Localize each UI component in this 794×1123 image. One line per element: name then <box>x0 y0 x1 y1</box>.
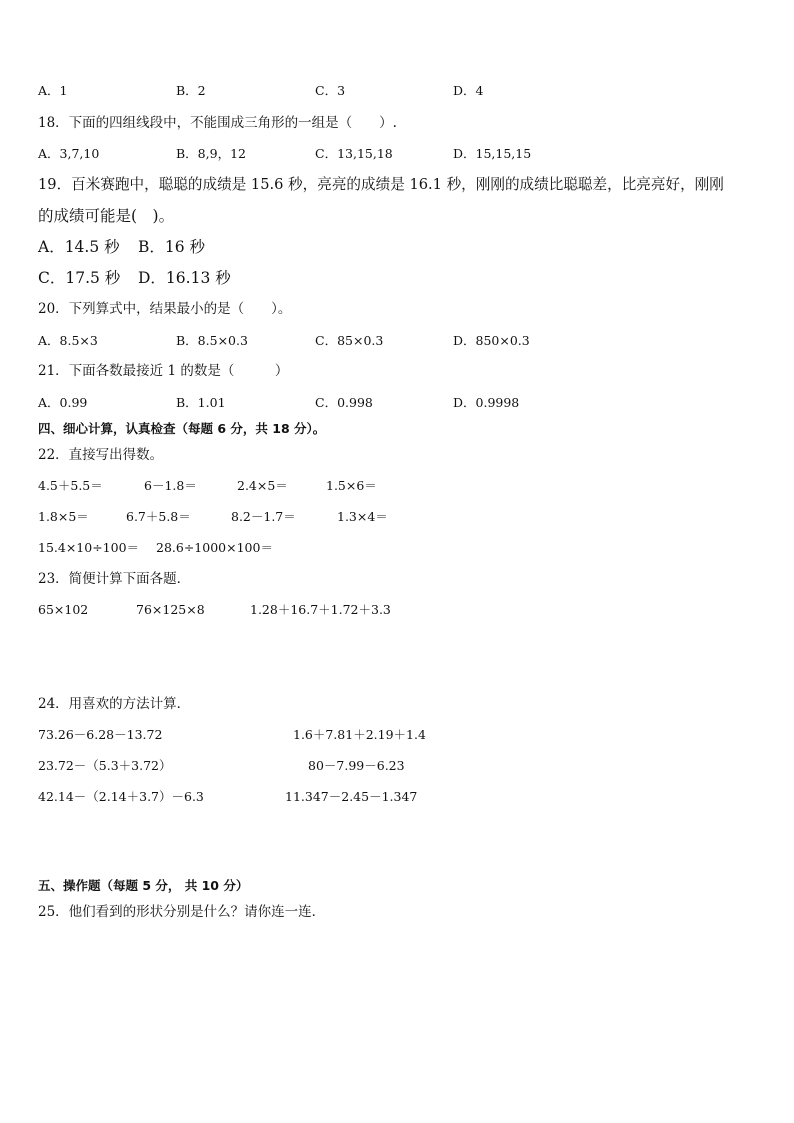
q20-option-b[interactable]: B．8.5×0.3 <box>176 333 248 348</box>
section5-heading: 五、操作题（每题 5 分， 共 10 分） <box>38 878 249 893</box>
q18-option-a[interactable]: A．3,7,10 <box>38 146 100 161</box>
q24-item: 23.72－（5.3＋3.72） <box>38 758 172 773</box>
q17-option-a[interactable]: A．1 <box>38 83 68 98</box>
q21-option-d[interactable]: D．0.9998 <box>453 395 520 410</box>
q24-item: 1.6＋7.81＋2.19＋1.4 <box>293 727 426 742</box>
q19-option-d[interactable]: D．16.13 秒 <box>138 269 231 287</box>
q17-option-d[interactable]: D．4 <box>453 83 484 98</box>
q23-item: 1.28＋16.7＋1.72＋3.3 <box>250 602 391 617</box>
q20-option-c[interactable]: C．85×0.3 <box>315 333 384 348</box>
section4-heading: 四、细心计算，认真检查（每题 6 分，共 18 分）。 <box>38 421 326 436</box>
q21-option-b[interactable]: B．1.01 <box>176 395 226 410</box>
q22-stem: 22．直接写出得数。 <box>38 447 164 463</box>
q22-item: 28.6÷1000×100＝ <box>156 540 273 555</box>
q17-option-c[interactable]: C．3 <box>315 83 346 98</box>
q22-item: 1.3×4＝ <box>337 509 388 524</box>
q24-item: 80－7.99－6.23 <box>308 758 405 773</box>
q19-stem-line2: 的成绩可能是( )。 <box>38 207 175 225</box>
q19-stem-line1: 19．百米赛跑中，聪聪的成绩是 15.6 秒，亮亮的成绩是 16.1 秒，刚刚的成绩比聪聪差，比亮亮好，刚刚 <box>38 176 724 193</box>
q23-item: 76×125×8 <box>136 602 205 617</box>
q21-stem: 21．下面各数最接近 1 的数是（ ） <box>38 363 289 379</box>
q24-stem: 24．用喜欢的方法计算． <box>38 696 191 712</box>
q23-stem: 23．简便计算下面各题． <box>38 571 191 587</box>
q20-stem: 20．下列算式中，结果最小的是（ ）。 <box>38 301 292 317</box>
q22-item: 1.8×5＝ <box>38 509 89 524</box>
q19-option-a[interactable]: A．14.5 秒 <box>38 238 120 256</box>
q23-item: 65×102 <box>38 602 89 617</box>
q19-option-c[interactable]: C．17.5 秒 <box>38 269 121 287</box>
q18-option-d[interactable]: D．15,15,15 <box>453 146 532 161</box>
q22-item: 6－1.8＝ <box>144 478 197 493</box>
q18-option-b[interactable]: B．8,9，12 <box>176 146 246 161</box>
q18-option-c[interactable]: C．13,15,18 <box>315 146 393 161</box>
q18-stem: 18．下面的四组线段中，不能围成三角形的一组是（ ）. <box>38 115 397 131</box>
q20-option-a[interactable]: A．8.5×3 <box>38 333 98 348</box>
q21-option-a[interactable]: A．0.99 <box>38 395 88 410</box>
q19-option-b[interactable]: B．16 秒 <box>138 238 206 256</box>
q22-item: 6.7＋5.8＝ <box>126 509 191 524</box>
q21-option-c[interactable]: C．0.998 <box>315 395 373 410</box>
q22-item: 1.5×6＝ <box>326 478 377 493</box>
q25-stem: 25．他们看到的形状分别是什么？请你连一连． <box>38 904 326 920</box>
q24-item: 73.26－6.28－13.72 <box>38 727 163 742</box>
q17-option-b[interactable]: B．2 <box>176 83 206 98</box>
q24-item: 11.347－2.45－1.347 <box>285 789 418 804</box>
q22-item: 8.2－1.7＝ <box>231 509 296 524</box>
q22-item: 4.5＋5.5＝ <box>38 478 103 493</box>
q24-item: 42.14－（2.14＋3.7）－6.3 <box>38 789 204 804</box>
q22-item: 15.4×10÷100＝ <box>38 540 140 555</box>
q22-item: 2.4×5＝ <box>237 478 288 493</box>
q20-option-d[interactable]: D．850×0.3 <box>453 333 530 348</box>
